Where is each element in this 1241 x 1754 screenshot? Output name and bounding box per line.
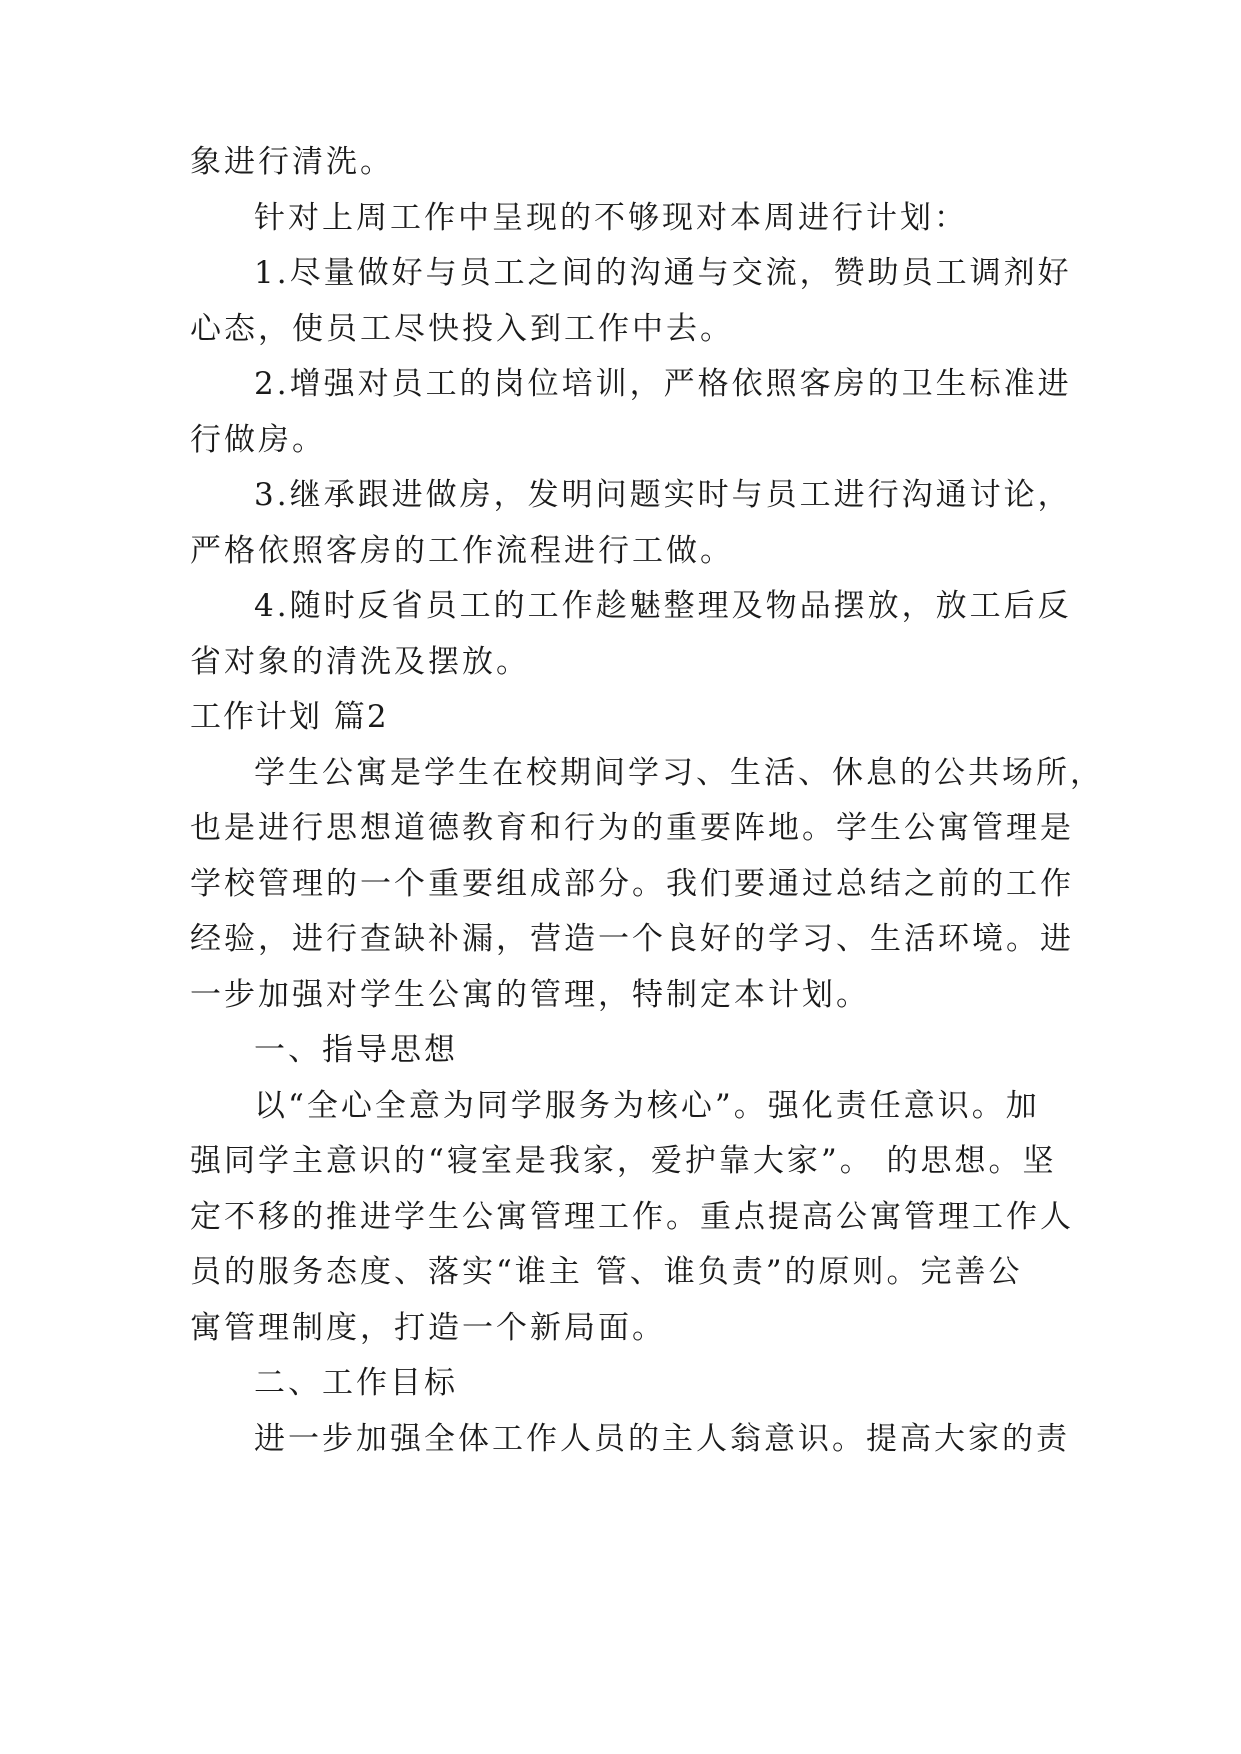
paragraph-line: 象进行清洗。 <box>190 144 394 180</box>
list-item-line: 2.增强对员工的岗位培训，严格依照客房的卫生标准进 <box>254 366 1072 402</box>
paragraph-line: 也是进行思想道德教育和行为的重要阵地。学生公寓管理是 <box>190 810 1074 846</box>
paragraph-line: 一步加强对学生公寓的管理，特制定本计划。 <box>190 977 870 1013</box>
paragraph-line: 学校管理的一个重要组成部分。我们要通过总结之前的工作 <box>190 866 1074 902</box>
list-item-line: 心态，使员工尽快投入到工作中去。 <box>190 311 734 347</box>
paragraph-line: 进一步加强全体工作人员的主人翁意识。提高大家的责 <box>254 1421 1070 1457</box>
subheading: 一、指导思想 <box>254 1032 458 1068</box>
paragraph-line: 强同学主意识的“寝室是我家，爱护靠大家”。 的思想。坚 <box>190 1143 1057 1179</box>
section-heading: 工作计划 篇2 <box>190 699 389 735</box>
list-item-line: 1.尽量做好与员工之间的沟通与交流，赞助员工调剂好 <box>254 255 1072 291</box>
paragraph-line: 针对上周工作中呈现的不够现对本周进行计划： <box>254 200 968 236</box>
list-item-line: 省对象的清洗及摆放。 <box>190 644 530 680</box>
list-item-line: 严格依照客房的工作流程进行工做。 <box>190 533 734 569</box>
paragraph-line: 以“全心全意为同学服务为核心”。强化责任意识。加 <box>254 1088 1040 1124</box>
list-item-line: 3.继承跟进做房，发明问题实时与员工进行沟通讨论， <box>254 477 1072 513</box>
paragraph-line: 员的服务态度、落实“谁主 管、谁负责”的原则。完善公 <box>190 1254 1023 1290</box>
paragraph-line: 学生公寓是学生在校期间学习、生活、休息的公共场所， <box>254 755 1104 791</box>
paragraph-line: 定不移的推进学生公寓管理工作。重点提高公寓管理工作人 <box>190 1199 1074 1235</box>
list-item-line: 4.随时反省员工的工作趁魅整理及物品摆放，放工后反 <box>254 588 1072 624</box>
list-item-line: 行做房。 <box>190 422 326 458</box>
paragraph-line: 经验，进行查缺补漏，营造一个良好的学习、生活环境。进 <box>190 921 1074 957</box>
paragraph-line: 寓管理制度，打造一个新局面。 <box>190 1310 666 1346</box>
subheading: 二、工作目标 <box>254 1365 458 1401</box>
